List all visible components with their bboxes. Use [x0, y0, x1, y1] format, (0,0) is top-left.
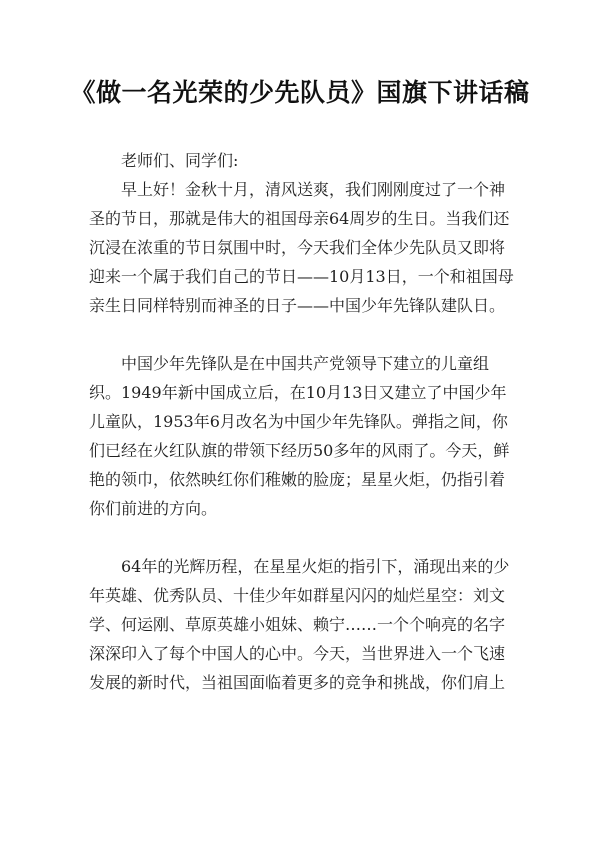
paragraph-opening: 早上好！金秋十月，清风送爽，我们刚刚度过了一个神圣的节日，那就是伟大的祖国母亲64周岁的生日。当我们还沉浸在浓重的节日氛围中时，今天我们全体少先队员又即将迎来一个属于我们自己的节日——10月13日，一个和祖国母亲生日同样特别而神圣的日子——中国少年先锋队建队日。 — [89, 180, 514, 315]
paragraph-heroes: 64年的光辉历程，在星星火炬的指引下，涌现出来的少年英雄、优秀队员、十佳少年如群星闪闪的灿烂星空：刘文学、何运刚、草原英雄小姐妹、赖宁……一个个响亮的名字深深印入了每个中国人的心中。今天，当世界进入一个飞速发展的新时代，当祖国面临着更多的竞争和挑战，你们肩上 — [89, 557, 510, 692]
document-title: 《做一名光荣的少先队员》国旗下讲话稿 — [70, 78, 530, 107]
document-body — [89, 146, 519, 697]
paragraph-history: 中国少年先锋队是在中国共产党领导下建立的儿童组织。1949年新中国成立后，在10月13日又建立了中国少年儿童队，1953年6月改名为中国少年先锋队。弹指之间，你们已经在火红队旗的带领下经历50多年的风雨了。今天，鲜艳的领巾，依然映红你们稚嫩的脸庞；星星火炬，仍指引着你们前进的方向。 — [89, 354, 510, 518]
greeting-line: 老师们、同学们: — [121, 151, 239, 170]
